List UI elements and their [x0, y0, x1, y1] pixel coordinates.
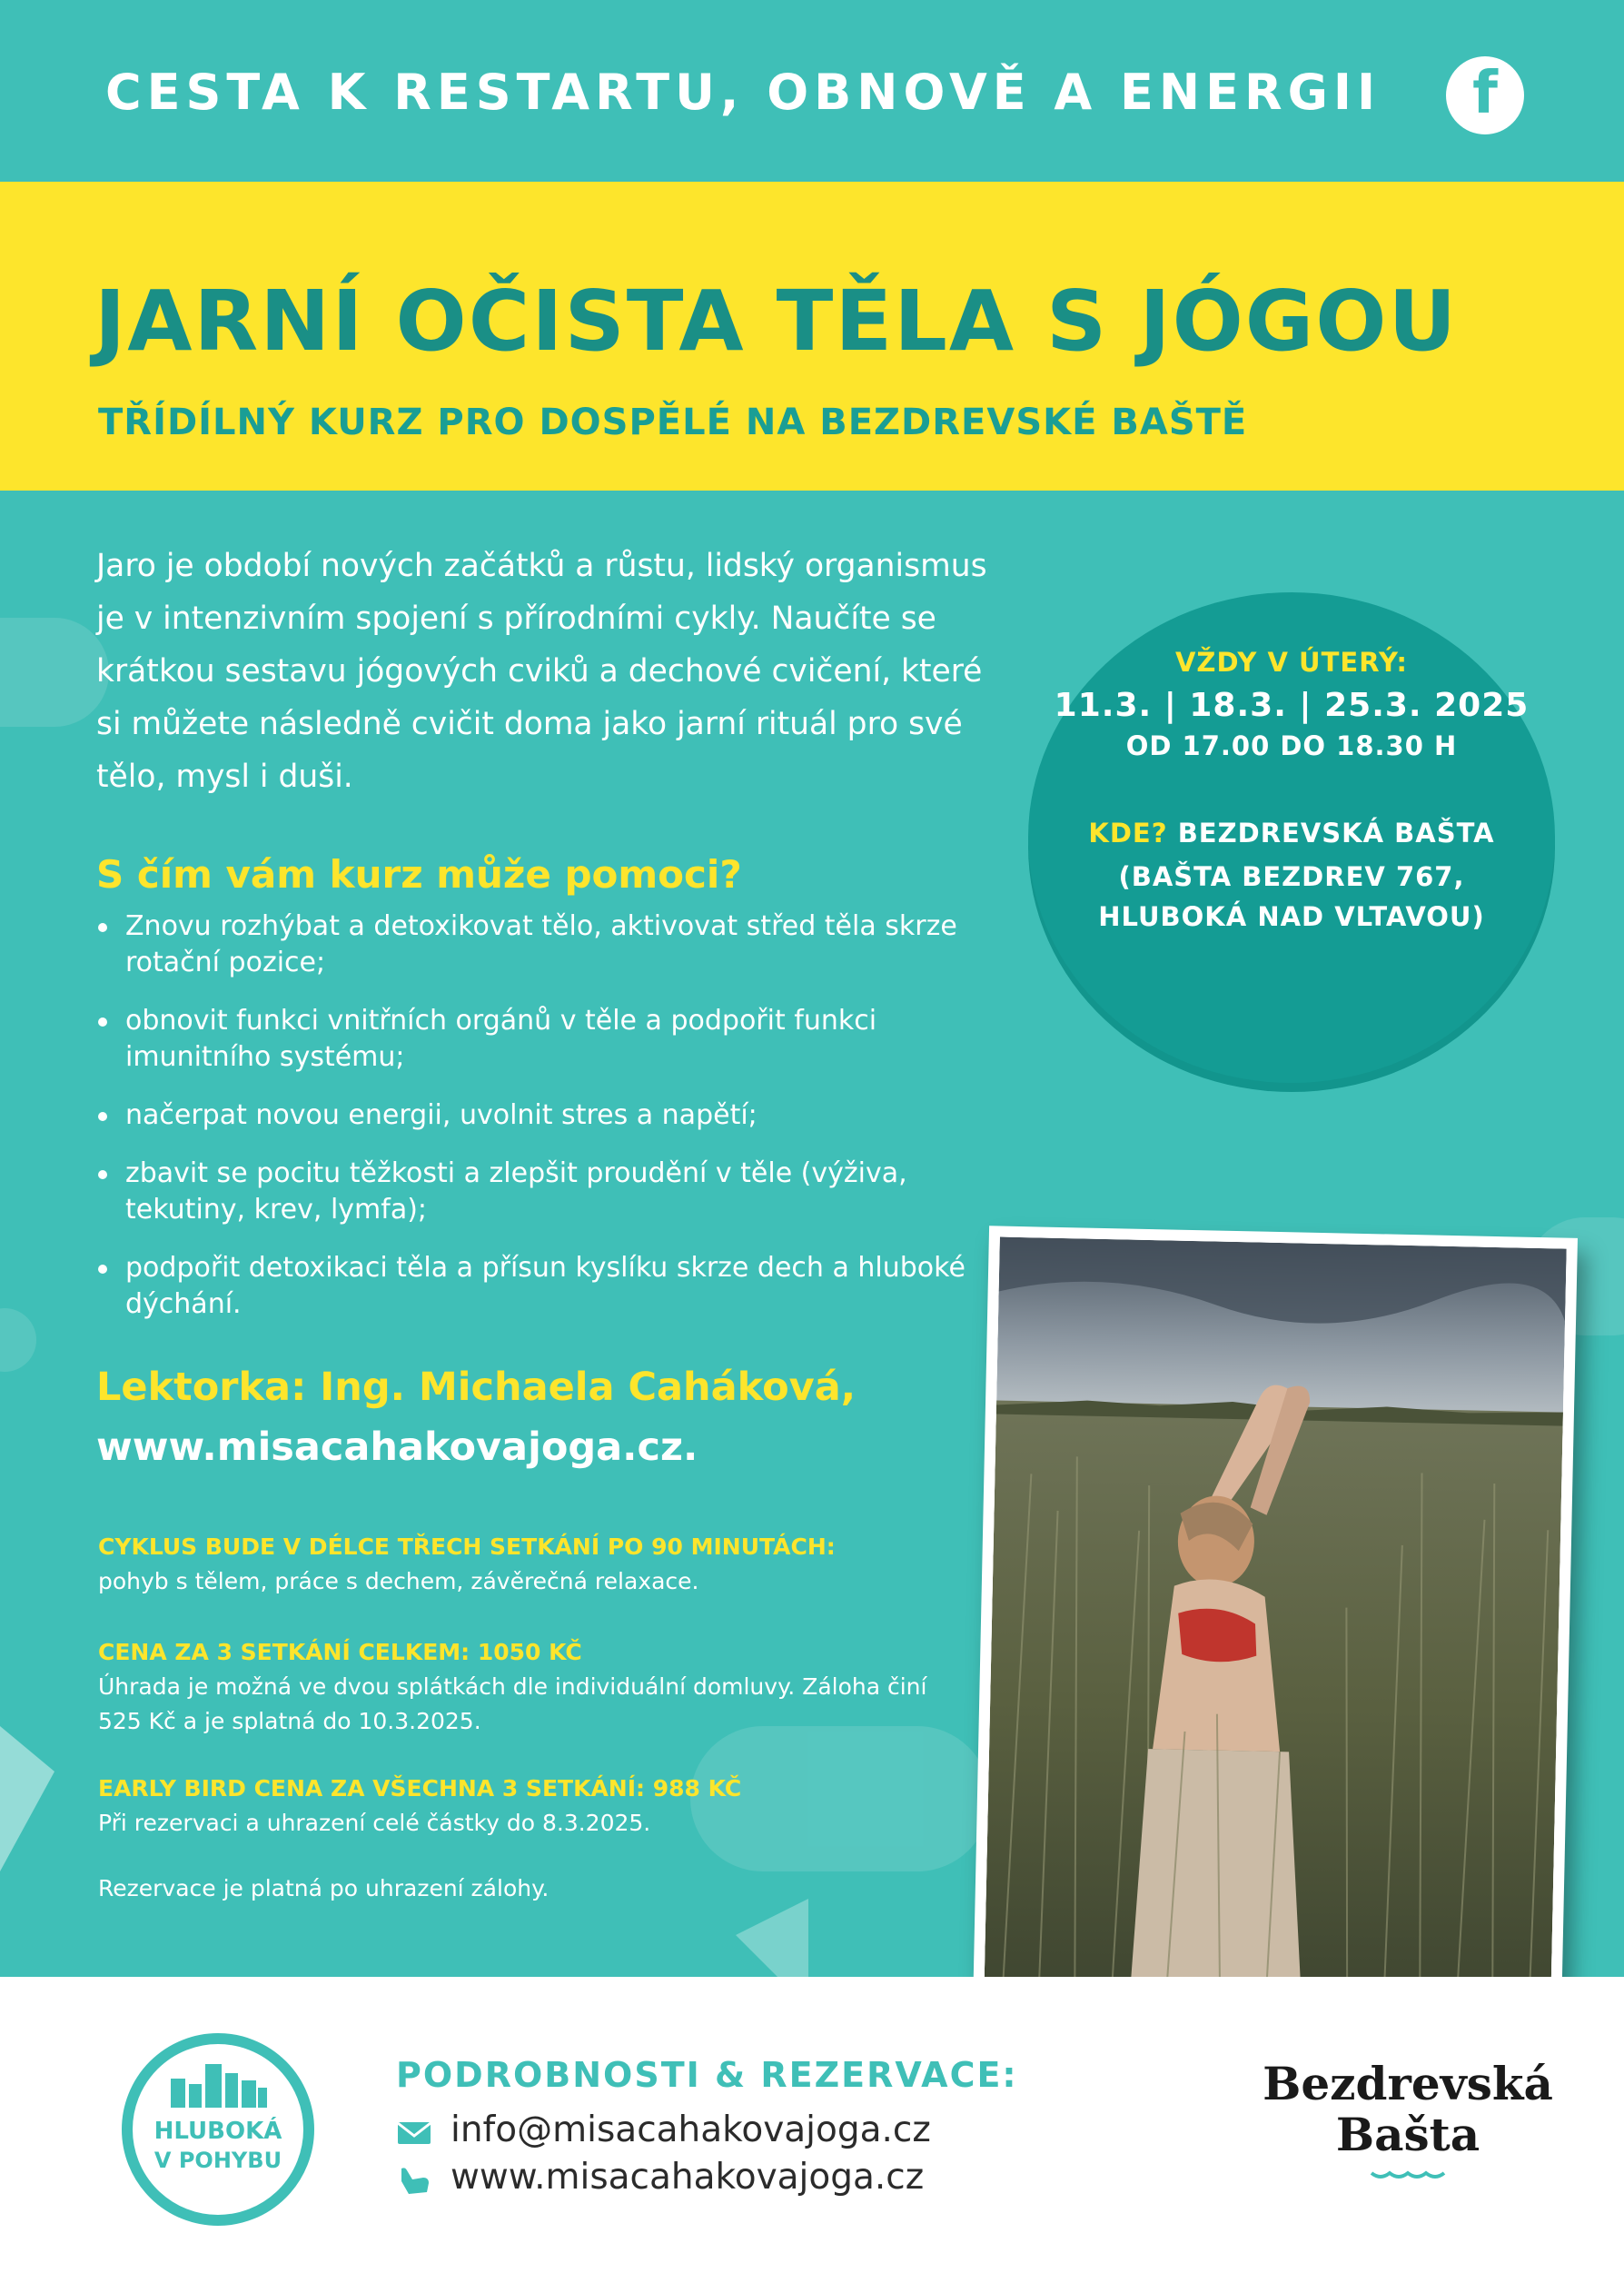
- list-item: obnovit funkci vnitřních orgánů v těle a podpořit funkci imunitního systému;: [96, 1003, 995, 1076]
- details-heading: PODROBNOSTI & REZERVACE:: [396, 2055, 1018, 2095]
- info-price: [98, 1635, 952, 1739]
- facebook-icon[interactable]: f: [1446, 56, 1524, 134]
- intro-paragraph: Jaro je období nových začátků a růstu, lidský organismus je v intenzivním spojení s přírodními cykly. Naučíte se krátkou sestavu jógových cviků a dechové cvičení, které si můžete následně cvičit doma jako jarní rituál pro své tělo, mysl i duši.: [96, 548, 987, 795]
- info-heading: CYKLUS BUDE V DÉLCE TŘECH SETKÁNÍ PO 90 MINUTÁCH:: [98, 1534, 836, 1560]
- info-text: Při rezervaci a uhrazení celé částky do 8.3.2025.: [98, 1810, 651, 1836]
- decor-cloud: [0, 618, 109, 727]
- schedule-where-value: BEZDREVSKÁ BAŠTA: [1177, 818, 1495, 849]
- schedule-when-label: VŽDY V ÚTERÝ:: [1174, 647, 1409, 678]
- envelope-icon: [396, 2117, 432, 2148]
- help-list: [96, 908, 995, 1345]
- info-text: pohyb s tělem, práce s dechem, závěrečná relaxace.: [98, 1568, 699, 1594]
- schedule-circle: [1028, 592, 1555, 1083]
- yoga-photo: [984, 1237, 1566, 2012]
- list-item: načerpat novou energii, uvolnit stres a napětí;: [96, 1097, 995, 1134]
- tagline: CESTA K RESTARTU, OBNOVĚ A ENERGII: [105, 64, 1381, 121]
- website-link[interactable]: www.misacahakovajoga.cz: [451, 2157, 925, 2198]
- top-bar: [0, 0, 1624, 182]
- photo-frame: [973, 1226, 1578, 2022]
- list-item: Znovu rozhýbat a detoxikovat tělo, aktivovat střed těla skrze rotační pozice;: [96, 908, 995, 981]
- schedule-address-line: (BAŠTA BEZDREV 767,: [1118, 861, 1465, 892]
- info-text: Rezervace je platná po uhrazení zálohy.: [98, 1875, 550, 1901]
- decor-cloud: [0, 1308, 36, 1372]
- pointer-hand-icon: [396, 2164, 432, 2195]
- schedule-where-label: KDE?: [1088, 818, 1168, 849]
- logo-text: V POHYBU: [153, 2148, 282, 2173]
- schedule-time: OD 17.00 DO 18.30 H: [1125, 730, 1458, 761]
- info-reservation-note: [98, 1871, 1006, 1906]
- lector-name: Lektorka: Ing. Michaela Caháková,: [96, 1365, 857, 1410]
- bezdrevska-basta-logo: [1263, 2059, 1553, 2188]
- page-title: JARNÍ OČISTA TĚLA S JÓGOU: [94, 273, 1459, 370]
- list-item: podpořit detoxikaci těla a přísun kyslíku skrze dech a hluboké dýchání.: [96, 1250, 995, 1323]
- logo-text: Bezdrevská: [1263, 2057, 1553, 2110]
- help-heading: S čím vám kurz může pomoci?: [96, 852, 742, 897]
- info-text: Úhrada je možná ve dvou splátkách dle individuální domluvy. Záloha činí 525 Kč a je splatná do 10.3.2025.: [98, 1673, 927, 1734]
- info-heading: EARLY BIRD CENA ZA VŠECHNA 3 SETKÁNÍ: 988 KČ: [98, 1775, 742, 1802]
- email-link[interactable]: info@misacahakovajoga.cz: [451, 2109, 931, 2150]
- contact-website[interactable]: [396, 2157, 924, 2198]
- schedule-dates: 11.3. | 18.3. | 25.3. 2025: [1054, 687, 1530, 724]
- list-item: zbavit se pocitu těžkosti a zlepšit proudění v těle (výživa, tekutiny, krev, lymfa);: [96, 1156, 995, 1228]
- decor-triangle: [0, 1726, 54, 1871]
- lector-block: [96, 1357, 856, 1477]
- schedule-address-line: HLUBOKÁ NAD VLTAVOU): [1098, 901, 1485, 932]
- page-subtitle: TŘÍDÍLNÝ KURZ PRO DOSPĚLÉ NA BEZDREVSKÉ BAŠTĚ: [98, 402, 1248, 443]
- info-early-bird: [98, 1772, 1006, 1841]
- lector-website-link[interactable]: www.misacahakovajoga.cz.: [96, 1424, 698, 1470]
- logo-text: HLUBOKÁ: [153, 2118, 282, 2145]
- logo-text: Bašta: [1335, 2108, 1480, 2161]
- wave-icon: [1362, 2166, 1453, 2184]
- info-cycle: [98, 1530, 1006, 1599]
- hluboka-v-pohybu-logo: [118, 2030, 318, 2229]
- schedule-where: [1028, 818, 1555, 849]
- contact-email[interactable]: [396, 2109, 931, 2150]
- info-heading: CENA ZA 3 SETKÁNÍ CELKEM: 1050 KČ: [98, 1639, 582, 1665]
